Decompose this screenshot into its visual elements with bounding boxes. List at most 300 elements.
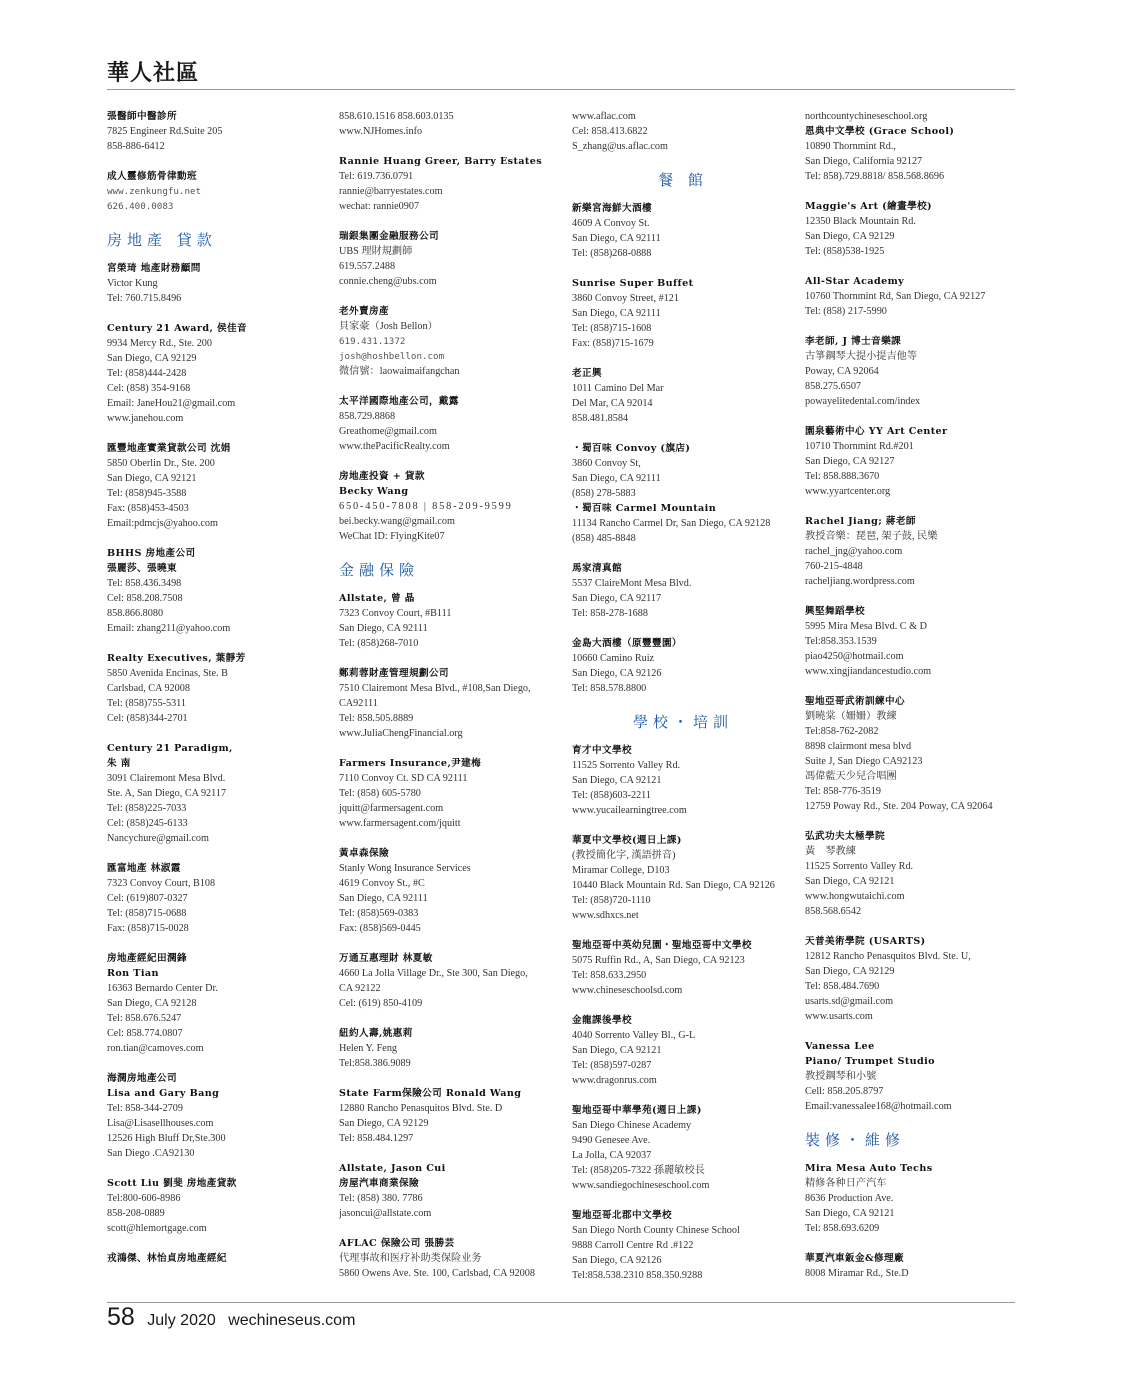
- listing-detail: 619.557.2488: [339, 261, 396, 272]
- listing-detail: Tel: 858.436.3498: [107, 578, 182, 589]
- listing-detail: Fax: (858)453-4503: [107, 503, 189, 514]
- listing-detail: Tel: 858.505.8889: [339, 713, 414, 724]
- listing-name: 紐約人壽,姚惠莉: [339, 1028, 413, 1039]
- listing-entry: [805, 1161, 1027, 1236]
- listing-entry: [339, 1086, 561, 1146]
- listing-detail: 5860 Owens Ave. Ste. 100, Carlsbad, CA 92008: [339, 1268, 535, 1279]
- listing-detail: www.chineseschoolsd.com: [572, 985, 683, 996]
- listing-name: 海潤房地產公司: [107, 1073, 177, 1084]
- listing-name: 戎鴻傑、林怡貞房地產經紀: [107, 1253, 227, 1264]
- listing-detail: 劉曉棠（姍姍）教練: [805, 711, 897, 722]
- listing-entry: [107, 169, 329, 214]
- listing-detail: 858.866.8080: [107, 608, 164, 619]
- listing-detail: www.JuliaChengFinancial.org: [339, 728, 463, 739]
- listing-detail: www.thePacificRealty.com: [339, 441, 450, 452]
- listing-entry: [339, 304, 561, 379]
- listing-name: Allstate, Jason Cui: [339, 1163, 446, 1174]
- listing-entry: [339, 109, 561, 139]
- listing-subname: Ron Tian: [107, 968, 159, 979]
- listing-entry: [339, 756, 561, 831]
- listing-detail: Tel: (858)720-1110: [572, 895, 651, 906]
- listing-entry: [805, 199, 1027, 259]
- listing-detail: 4609 A Convoy St.: [572, 218, 650, 229]
- listing-name: 弘武功夫太極學院: [805, 831, 885, 842]
- listing-detail: racheljiang.wordpress.com: [805, 576, 915, 587]
- listing-name: Realty Executives, 葉靜芳: [107, 653, 246, 664]
- section-heading: 房地產 貸款: [107, 231, 217, 249]
- listing-detail: San Diego, CA 92129: [805, 231, 895, 242]
- listing-name: Century 21 Award, 侯佳音: [107, 323, 247, 334]
- listing-entry: [107, 1071, 329, 1161]
- listing-detail: www.janehou.com: [107, 413, 184, 424]
- listing-detail: rachel_jng@yahoo.com: [805, 546, 903, 557]
- listing-detail: 858.481.8584: [572, 413, 629, 424]
- listing-detail: San Diego North County Chinese School: [572, 1225, 740, 1236]
- listing-detail: Cel: 858.774.0807: [107, 1028, 183, 1039]
- listing-detail: Tel: 858-344-2709: [107, 1103, 183, 1114]
- listing-entry: [805, 514, 1027, 589]
- listing-detail: San Diego, CA 92128: [107, 998, 197, 1009]
- listing-name: ・蜀百味 Convoy (旗店): [572, 443, 691, 454]
- listing-detail: www.hongwutaichi.com: [805, 891, 905, 902]
- listing-name: 匯富地產 林淑霞: [107, 863, 181, 874]
- listing-name: 瑞銀集團金融服務公司: [339, 231, 439, 242]
- section-heading: 學校・培訓: [632, 713, 733, 731]
- listing-name: 房地產經紀田潤鋒: [107, 953, 187, 964]
- listing-detail: 教授音樂：琵琶, 架子鼓, 民樂: [805, 531, 938, 542]
- listing-entry: [339, 951, 561, 1011]
- listing-detail: 858.610.1516 858.603.0135: [339, 111, 454, 122]
- listing-entry: [107, 651, 329, 726]
- directory-column-2: [339, 109, 561, 1296]
- listing-name: BHHS 房地產公司: [107, 548, 196, 559]
- listing-detail: 5995 Mira Mesa Blvd. C & D: [805, 621, 927, 632]
- listing-detail: San Diego, CA 92121: [107, 473, 197, 484]
- listing-name: 育才中文學校: [572, 745, 632, 756]
- listing-name: Rannie Huang Greer, Barry Estates: [339, 156, 543, 167]
- page-footer: [107, 1303, 355, 1332]
- listing-entry: [572, 938, 794, 998]
- listing-detail: 8898 clairmont mesa blvd: [805, 741, 912, 752]
- listing-detail: www.aflac.com: [572, 111, 636, 122]
- listing-detail: Tel: (858)715-0688: [107, 908, 187, 919]
- listing-entry: [107, 1176, 329, 1236]
- listing-detail: San Diego, CA 92111: [572, 473, 661, 484]
- listing-entry: [805, 274, 1027, 319]
- listing-detail: Miramar College, D103: [572, 865, 670, 876]
- listing-entry: [339, 1026, 561, 1071]
- listing-entry: [107, 109, 329, 154]
- listing-detail: 11525 Sorrento Valley Rd.: [805, 861, 914, 872]
- listing-detail: Tel:858.353.1539: [805, 636, 877, 647]
- listing-detail: (教授簡化字, 漢語拼音): [572, 850, 676, 861]
- listing-name: 李老師, J 博士音樂課: [805, 336, 902, 347]
- listing-detail: 5075 Ruffin Rd., A, San Diego, CA 92123: [572, 955, 745, 966]
- listing-detail: Tel: (858)538-1925: [805, 246, 885, 257]
- listing-name: Rachel Jiang; 蔣老師: [805, 516, 916, 527]
- listing-detail: Tel: 858.676.5247: [107, 1013, 182, 1024]
- listing-detail: La Jolla, CA 92037: [572, 1150, 652, 1161]
- listing-detail: Email: JaneHou21@gmail.com: [107, 398, 236, 409]
- listing-name: 張醫師中醫診所: [107, 111, 177, 122]
- listing-entry: [107, 1251, 329, 1266]
- listing-detail: Tel: (858)444-2428: [107, 368, 187, 379]
- listing-detail: Tel: 858.484.1297: [339, 1133, 414, 1144]
- listing-detail: 10660 Camino Ruiz: [572, 653, 655, 664]
- listing-detail: Tel:858-762-2082: [805, 726, 879, 737]
- listing-detail: Tel: 760.715.8496: [107, 293, 182, 304]
- listing-detail: Email:pdmcjs@yahoo.com: [107, 518, 218, 529]
- listing-detail: Tel: 858-278-1688: [572, 608, 648, 619]
- listing-detail: Stanly Wong Insurance Services: [339, 863, 471, 874]
- listing-detail: Fax: (858)715-1679: [572, 338, 654, 349]
- listing-name: AFLAC 保險公司 張勝芸: [339, 1238, 455, 1249]
- listing-entry: [339, 591, 561, 651]
- listing-detail: josh@hoshbellon.com: [339, 351, 445, 362]
- listing-detail: Cel: 858.208.7508: [107, 593, 183, 604]
- listing-name: Vanessa Lee: [805, 1041, 875, 1052]
- listing-detail: San Diego, CA 92121: [805, 1208, 895, 1219]
- listing-detail: www.sdhxcs.net: [572, 910, 639, 921]
- listing-detail: 9888 Carroll Centre Rd .#122: [572, 1240, 694, 1251]
- listing-detail: Tel: (858) 380. 7786: [339, 1193, 423, 1204]
- listing-detail: 4660 La Jolla Village Dr., Ste 300, San Diego,: [339, 968, 528, 979]
- listing-name: Sunrise Super Buffet: [572, 278, 694, 289]
- listing-entry: [572, 636, 794, 696]
- issue-date: July 2020: [147, 1312, 216, 1329]
- listing-detail: 858-886-6412: [107, 141, 165, 152]
- listing-name: 聖地亞哥中英幼兒園・聖地亞哥中文學校: [572, 940, 752, 951]
- listing-detail: Lisa@Lisasellhouses.com: [107, 1118, 214, 1129]
- listing-name: 恩典中文學校 (Grace School): [805, 126, 955, 137]
- listing-detail: Cel: 858.413.6822: [572, 126, 648, 137]
- listing-detail: ron.tian@camoves.com: [107, 1043, 204, 1054]
- listing-detail: Suite J, San Diego CA92123: [805, 756, 923, 767]
- listing-detail: CA 92122: [339, 983, 381, 994]
- listing-entry: [107, 741, 329, 846]
- listing-entry: [805, 604, 1027, 679]
- listing-entry: [805, 424, 1027, 499]
- listing-detail: 9490 Genesee Ave.: [572, 1135, 651, 1146]
- listing-detail: 16363 Bernardo Center Dr.: [107, 983, 218, 994]
- listing-name: 金龍課後學校: [572, 1015, 632, 1026]
- listing-detail: Tel: (858)715-1608: [572, 323, 652, 334]
- listing-entry: [572, 1208, 794, 1283]
- listing-detail: San Diego, CA 92129: [805, 966, 895, 977]
- listing-detail: San Diego, CA 92111: [572, 233, 661, 244]
- listing-detail: Cel: (619) 850-4109: [339, 998, 423, 1009]
- listing-detail: www.dragonrus.com: [572, 1075, 657, 1086]
- listing-entry: [805, 694, 1027, 814]
- listing-detail: (858) 485-8848: [572, 533, 636, 544]
- listing-detail: 10890 Thornmint Rd.,: [805, 141, 896, 152]
- listing-detail: Cel: (858)245-6133: [107, 818, 188, 829]
- listing-name: Century 21 Paradigm,: [107, 743, 233, 754]
- listing-entry: [805, 109, 1027, 124]
- listing-entry: [107, 951, 329, 1056]
- listing-entry: [107, 546, 329, 636]
- listing-name: Scott Liu 劉斐 房地產貸款: [107, 1178, 237, 1189]
- listing-detail: Helen Y. Feng: [339, 1043, 398, 1054]
- listing-detail: Tel: 858.693.6209: [805, 1223, 880, 1234]
- listing-entry: [339, 469, 561, 544]
- listing-detail: 微信號：laowaimaifangchan: [339, 366, 460, 377]
- page-number: 58: [107, 1303, 135, 1331]
- listing-entry: [107, 261, 329, 306]
- listing-detail: 1011 Camino Del Mar: [572, 383, 664, 394]
- listing-detail: WeChat ID: FlyingKite07: [339, 531, 445, 542]
- listing-name: 興堅舞蹈學校: [805, 606, 865, 617]
- listing-detail: Tel: (858)205-7322 孫麗敏校長: [572, 1165, 705, 1176]
- listing-detail: Tel: 858.578.8800: [572, 683, 647, 694]
- listing-entry: [339, 666, 561, 741]
- listing-detail: 7825 Engineer Rd.Suite 205: [107, 126, 223, 137]
- listing-entry: [107, 861, 329, 936]
- listing-entry: [572, 276, 794, 351]
- header-rule: [107, 89, 1015, 90]
- listing-detail: 8636 Production Ave.: [805, 1193, 894, 1204]
- listing-name: 金島大酒樓（原豐豐園）: [572, 638, 682, 649]
- listing-detail: 619.431.1372: [339, 336, 406, 347]
- listing-name: 万通互惠理財 林夏敏: [339, 953, 433, 964]
- listing-detail: 7323 Convoy Court, B108: [107, 878, 216, 889]
- listing-name: 太平洋國際地產公司，戴露: [339, 396, 459, 407]
- listing-entry: [805, 334, 1027, 409]
- listing-detail: Ste. A, San Diego, CA 92117: [107, 788, 227, 799]
- listing-detail: 7510 Clairemont Mesa Blvd., #108,San Diego,: [339, 683, 531, 694]
- listing-detail: www.zenkungfu.net: [107, 186, 202, 197]
- listing-detail: Cel: (858) 354-9168: [107, 383, 191, 394]
- listing-detail: San Diego, CA 92117: [572, 593, 662, 604]
- listing-detail: Tel: (858)755-5311: [107, 698, 186, 709]
- listing-subname: Piano/ Trumpet Studio: [805, 1056, 935, 1067]
- listing-name: 成人靈修筋骨律動班: [107, 171, 197, 182]
- listing-detail: San Diego, CA 92121: [572, 775, 662, 786]
- listing-detail: 馮偉藍天少兒合唱團: [805, 771, 897, 782]
- listing-detail: Greathome@gmail.com: [339, 426, 437, 437]
- listing-entry: [339, 1161, 561, 1221]
- listing-detail: 11134 Rancho Carmel Dr, San Diego, CA 92128: [572, 518, 771, 529]
- listing-detail: usarts.sd@gmail.com: [805, 996, 894, 1007]
- listing-entry: [572, 441, 794, 546]
- listing-entry: [339, 229, 561, 289]
- listing-detail: S_zhang@us.aflac.com: [572, 141, 668, 152]
- listing-detail: 9934 Mercy Rd., Ste. 200: [107, 338, 212, 349]
- listing-detail: Tel: (858)569-0383: [339, 908, 419, 919]
- listing-detail: 858.729.8868: [339, 411, 396, 422]
- listing-detail: Tel: (858)945-3588: [107, 488, 187, 499]
- listing-phone: 650-450-7808 | 858-209-9599: [339, 501, 513, 512]
- listing-subname: 朱 南: [107, 758, 131, 769]
- listing-detail: (858) 278-5883: [572, 488, 636, 499]
- listing-name: 華夏汽車鈑金&修理廠: [805, 1253, 905, 1264]
- listing-detail: Tel:800-606-8986: [107, 1193, 181, 1204]
- listing-detail: San Diego, CA 92121: [805, 876, 895, 887]
- listing-detail: 760-215-4848: [805, 561, 863, 572]
- listing-detail: 8008 Miramar Rd., Ste.D: [805, 1268, 909, 1279]
- listing-detail: UBS 理財規劃師: [339, 246, 413, 257]
- listing-detail: San Diego, California 92127: [805, 156, 923, 167]
- listing-entry: [805, 829, 1027, 919]
- listing-entry: [805, 934, 1027, 1024]
- listing-entry: [572, 109, 794, 154]
- listing-detail: 12526 High Bluff Dr,Ste.300: [107, 1133, 226, 1144]
- listing-name: 園泉藝術中心 YY Art Center: [805, 426, 948, 437]
- listing-detail: 10760 Thornmint Rd, San Diego, CA 92127: [805, 291, 986, 302]
- listing-detail: Tel: (858) 217-5990: [805, 306, 887, 317]
- listing-entry: [805, 124, 1027, 184]
- listing-detail: 4619 Convoy St., #C: [339, 878, 425, 889]
- listing-detail: Tel: (858)597-0287: [572, 1060, 652, 1071]
- listing-detail: San Diego, CA 92111: [339, 893, 428, 904]
- listing-detail: Cel: (858)344-2701: [107, 713, 188, 724]
- listing-name: 老正興: [572, 368, 602, 379]
- listing-name: 馬家清真館: [572, 563, 622, 574]
- listing-name: 宮榮琦 地產財務顧問: [107, 263, 201, 274]
- listing-detail: 3091 Clairemont Mesa Blvd.: [107, 773, 226, 784]
- listing-detail: 12812 Rancho Penasquitos Blvd. Ste. U,: [805, 951, 971, 962]
- listing-detail: rannie@barryestates.com: [339, 186, 443, 197]
- listing-name: All-Star Academy: [805, 276, 905, 287]
- listing-detail: 858.275.6507: [805, 381, 862, 392]
- listing-name: Allstate, 曾 晶: [339, 593, 415, 604]
- listing-detail: www.sandiegochineseschool.com: [572, 1180, 710, 1191]
- listing-detail: San Diego, CA 92127: [805, 456, 895, 467]
- listing-name: 新樂宮海鮮大酒樓: [572, 203, 652, 214]
- directory-column-3: [572, 109, 794, 1298]
- listing-detail: San Diego .CA92130: [107, 1148, 195, 1159]
- listing-detail: 代理事故和医疗补助类保险业务: [339, 1253, 482, 1264]
- listing-detail: 12759 Poway Rd., Ste. 204 Poway, CA 92064: [805, 801, 993, 812]
- listing-detail: Tel: (858)268-7010: [339, 638, 419, 649]
- listing-detail: www.xingjiandancestudio.com: [805, 666, 932, 677]
- listing-detail: Cell: 858.205.8797: [805, 1086, 884, 1097]
- website-link[interactable]: wechineseus.com: [228, 1312, 356, 1329]
- listing-detail: 12880 Rancho Penasquitos Blvd. Ste. D: [339, 1103, 503, 1114]
- section-heading: 餐 館: [658, 171, 708, 189]
- listing-name: 聖地亞哥武術訓練中心: [805, 696, 905, 707]
- directory-column-4: [805, 109, 1027, 1296]
- listing-name: 聖地亞哥中華學苑(週日上課): [572, 1105, 702, 1116]
- listing-detail: 古箏鋼琴大提小提吉他等: [805, 351, 918, 362]
- listing-detail: 4040 Sorrento Valley Bl., G-L: [572, 1030, 696, 1041]
- listing-detail: 7323 Convoy Court, #B111: [339, 608, 452, 619]
- page-title: 華人社區: [107, 60, 200, 86]
- listing-detail: 7110 Convoy Ct. SD CA 92111: [339, 773, 468, 784]
- listing-detail: 5850 Avenida Encinas, Ste. B: [107, 668, 228, 679]
- listing-detail: 貝家豪（Josh Bellon）: [339, 321, 438, 332]
- listing-detail: Tel: 858.484.7690: [805, 981, 880, 992]
- directory-column-1: [107, 109, 329, 1281]
- listing-detail: www.NJHomes.info: [339, 126, 423, 137]
- listing-name: Maggie's Art (繪畫學校): [805, 201, 933, 212]
- listing-subname: 張麗莎、張曉東: [107, 563, 177, 574]
- listing-detail: Tel:858.386.9089: [339, 1058, 411, 1069]
- listing-entry: [572, 201, 794, 261]
- listing-detail: 11525 Sorrento Valley Rd.: [572, 760, 681, 771]
- listing-subname: ・蜀百味 Carmel Mountain: [572, 503, 717, 514]
- listing-name: 華夏中文學校(週日上課): [572, 835, 682, 846]
- listing-detail: Tel: 858-776-3519: [805, 786, 881, 797]
- listing-name: 鄭莉蓉財產管理規劃公司: [339, 668, 449, 679]
- listing-entry: [805, 1251, 1027, 1281]
- listing-name: 聖地亞哥北郡中文學校: [572, 1210, 672, 1221]
- listing-entry: [339, 154, 561, 214]
- listing-detail: 3860 Convoy Street, #121: [572, 293, 679, 304]
- listing-detail: Tel: (858)268-0888: [572, 248, 652, 259]
- listing-detail: Fax: (858)569-0445: [339, 923, 421, 934]
- listing-detail: jquitt@farmersagent.com: [339, 803, 444, 814]
- listing-detail: 12350 Black Mountain Rd.: [805, 216, 916, 227]
- listing-detail: San Diego, CA 92126: [572, 1255, 662, 1266]
- listing-entry: [572, 743, 794, 818]
- listing-detail: 5850 Oberlin Dr., Ste. 200: [107, 458, 215, 469]
- listing-detail: Tel:858.538.2310 858.350.9288: [572, 1270, 703, 1281]
- listing-entry: [107, 441, 329, 531]
- listing-entry: [339, 846, 561, 936]
- listing-detail: 教授鋼琴和小號: [805, 1071, 877, 1082]
- listing-detail: www.usarts.com: [805, 1011, 873, 1022]
- listing-entry: [572, 561, 794, 621]
- listing-name: 老外賣房產: [339, 306, 389, 317]
- listing-detail: 10710 Thornmint Rd.#201: [805, 441, 914, 452]
- listing-name: 天普美術學院 (USARTS): [805, 936, 926, 947]
- listing-detail: 5537 ClaireMont Mesa Blvd.: [572, 578, 692, 589]
- listing-name: 房地產投資 + 貸款: [339, 471, 425, 482]
- listing-entry: [339, 1236, 561, 1281]
- listing-detail: Tel: (858)603-2211: [572, 790, 651, 801]
- listing-subname: Becky Wang: [339, 486, 409, 497]
- listing-detail: Email:vanessalee168@hotmail.com: [805, 1101, 952, 1112]
- section-heading: 金融保險: [339, 561, 420, 579]
- listing-entry: [572, 1103, 794, 1193]
- listing-detail: 858-208-0889: [107, 1208, 165, 1219]
- listing-detail: 3860 Convoy St,: [572, 458, 641, 469]
- listing-detail: wechat: rannie0907: [339, 201, 420, 212]
- listing-detail: www.yyartcenter.org: [805, 486, 891, 497]
- listing-detail: bei.becky.wang@gmail.com: [339, 516, 455, 527]
- listing-detail: Tel: 619.736.0791: [339, 171, 414, 182]
- listing-entry: [339, 394, 561, 454]
- listing-detail: piao4250@hotmail.com: [805, 651, 904, 662]
- listing-entry: [107, 321, 329, 426]
- listing-detail: San Diego, CA 92126: [572, 668, 662, 679]
- listing-entry: [805, 1039, 1027, 1114]
- listing-detail: 10440 Black Mountain Rd. San Diego, CA 92126: [572, 880, 775, 891]
- listing-detail: connie.cheng@ubs.com: [339, 276, 437, 287]
- listing-detail: powayelitedental.com/index: [805, 396, 921, 407]
- listing-detail: San Diego, CA 92129: [107, 353, 197, 364]
- listing-entry: [572, 833, 794, 923]
- listing-detail: San Diego, CA 92129: [339, 1118, 429, 1129]
- listing-detail: Tel: (858) 605-5780: [339, 788, 421, 799]
- listing-entry: [572, 1013, 794, 1088]
- listing-detail: www.yucailearningtree.com: [572, 805, 687, 816]
- listing-detail: San Diego Chinese Academy: [572, 1120, 692, 1131]
- listing-detail: 858.568.6542: [805, 906, 862, 917]
- listing-subname: 房屋汽車商業保險: [339, 1178, 419, 1189]
- listing-detail: Tel: 858.633.2950: [572, 970, 647, 981]
- listing-name: State Farm保險公司 Ronald Wang: [339, 1088, 522, 1099]
- listing-detail: CA92111: [339, 698, 378, 709]
- listing-detail: Poway, CA 92064: [805, 366, 879, 377]
- listing-detail: jasoncui@allstate.com: [339, 1208, 432, 1219]
- listing-detail: www.farmersagent.com/jquitt: [339, 818, 461, 829]
- listing-detail: San Diego, CA 92121: [572, 1045, 662, 1056]
- listing-entry: [572, 366, 794, 426]
- listing-name: Mira Mesa Auto Techs: [805, 1163, 933, 1174]
- listing-name: 黃卓森保險: [339, 848, 389, 859]
